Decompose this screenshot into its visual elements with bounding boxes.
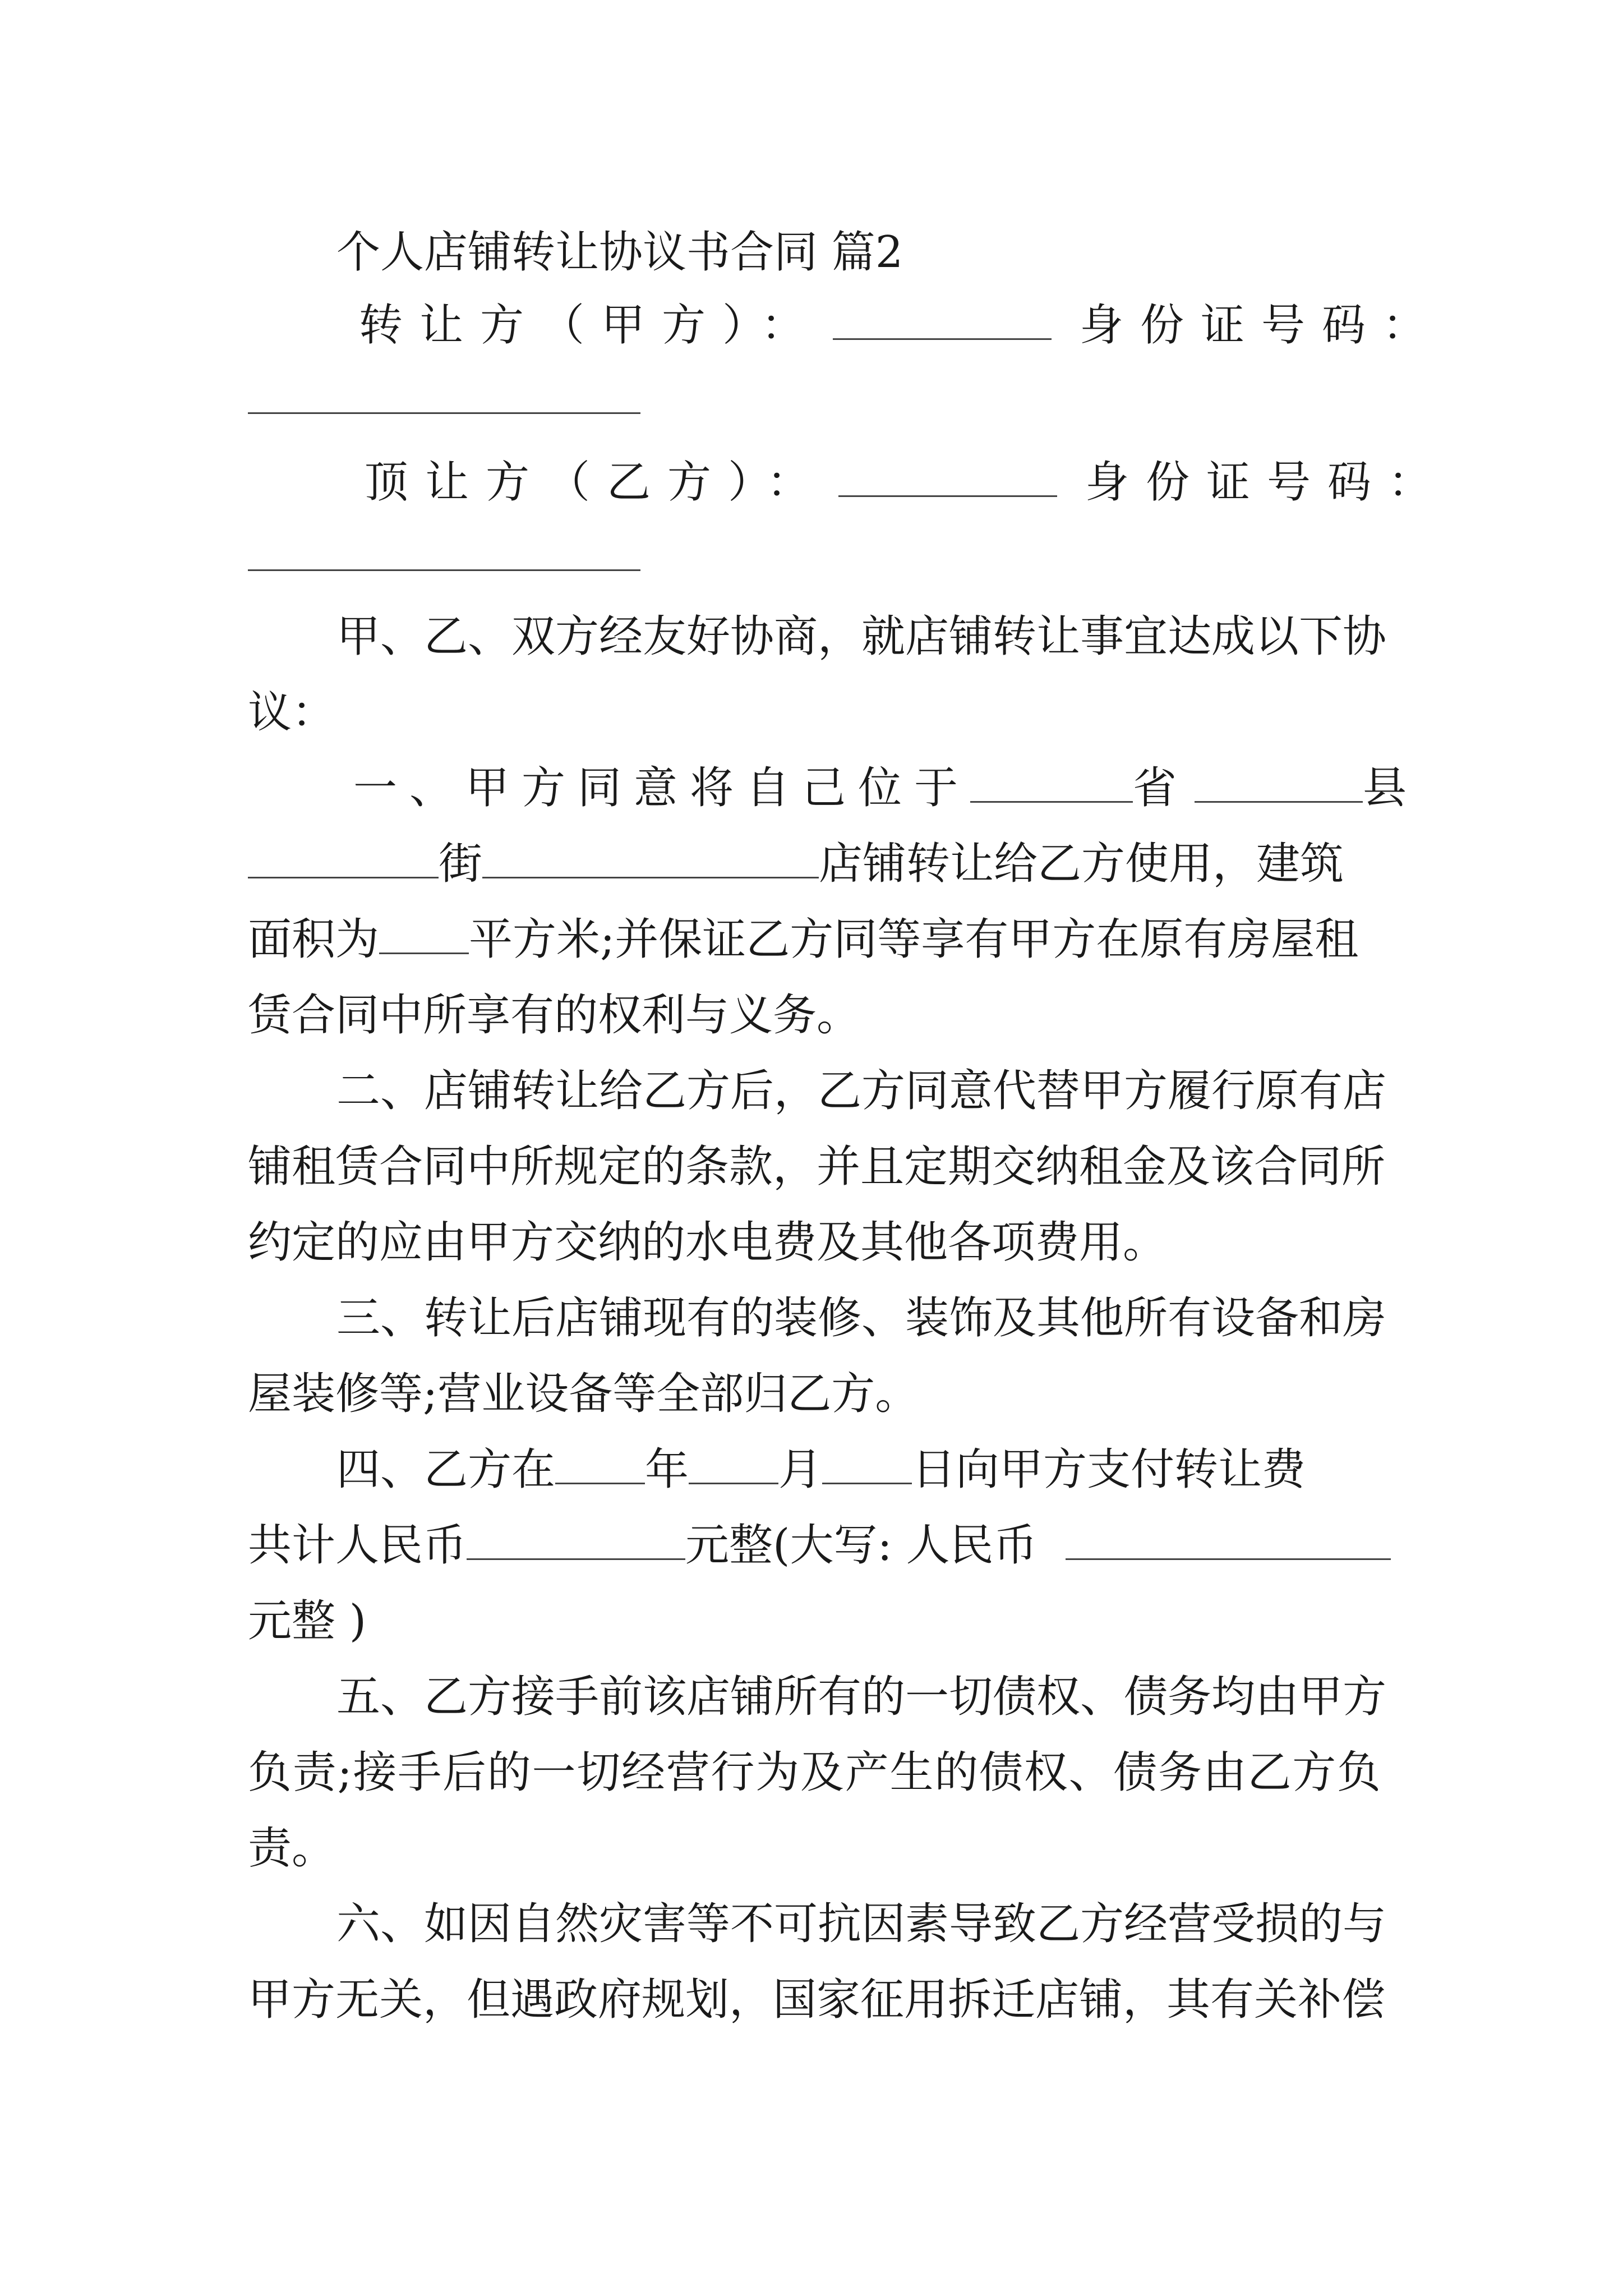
clause-4-line-2: 共计人民币 元整(大写: 人民币 <box>248 1517 1381 1573</box>
day-blank <box>822 1443 912 1484</box>
transferee-line <box>365 454 1449 510</box>
street-blank <box>482 838 819 878</box>
clause-4-line-3: 元整 ) <box>248 1596 367 1646</box>
clause-2-line-3: 约定的应由甲方交纳的水电费及其他各项费用。 <box>248 1217 1167 1268</box>
transferee-label: 顶让方（乙方）： <box>365 457 828 508</box>
month-blank <box>689 1443 778 1484</box>
street-prefix-blank <box>248 838 439 878</box>
transferee-id-label: 身份证号码： <box>1085 457 1449 508</box>
transferor-name-blank <box>833 299 1052 340</box>
clause-5-line-2: 负责;接手后的一切经营行为及产生的债权、债务由乙方负 <box>248 1747 1381 1798</box>
transferor-label: 转让方（甲方）： <box>359 300 822 351</box>
clause-2-line-1: 二、店铺转让给乙方后，乙方同意代替甲方履行原有店 <box>336 1066 1387 1116</box>
clause-2-line-2: 铺租赁合同中所规定的条款，并且定期交纳租金及该合同所 <box>248 1142 1386 1192</box>
year-blank <box>555 1443 645 1484</box>
clause-3-line-2: 屋装修等;营业设备等全部归乙方。 <box>248 1369 919 1419</box>
clause-3-line-1: 三、转让后店铺现有的装修、装饰及其他所有设备和房 <box>336 1293 1387 1343</box>
province-blank <box>970 762 1133 803</box>
county-blank <box>1195 762 1363 803</box>
transferee-id-blank <box>248 569 640 571</box>
clause-1-line-1: 一、甲方同意将自己位于 省 县 <box>353 763 1419 813</box>
document-title: 个人店铺转让协议书合同 篇2 <box>336 227 903 278</box>
clause-6-line-2: 甲方无关，但遇政府规划，国家征用拆迁店铺，其有关补偿 <box>248 1975 1386 2025</box>
clause-1-line-4: 赁合同中所享有的权利与义务。 <box>248 990 861 1041</box>
clause-5-line-3: 责。 <box>248 1823 336 1874</box>
amount-blank <box>467 1519 685 1560</box>
clause-5-line-1: 五、乙方接手前该店铺所有的一切债权、债务均由甲方 <box>336 1672 1387 1722</box>
amount-words-blank <box>1066 1519 1391 1560</box>
clause-1-line-3: 面积为 平方米;并保证乙方同等享有甲方在原有房屋租 <box>248 914 1359 965</box>
intro-line-2: 议： <box>248 687 336 738</box>
intro-line-1: 甲、乙、双方经友好协商，就店铺转让事宜达成以下协 <box>336 611 1387 662</box>
area-blank <box>379 913 469 954</box>
transferor-id-label: 身份证号码： <box>1080 300 1444 351</box>
transferee-name-blank <box>838 456 1057 497</box>
clause-4-line-1: 四、乙方在 年 月 日向甲方支付转让费 <box>336 1444 1306 1495</box>
clause-1-line-2: 街 店铺转让给乙方使用，建筑 <box>248 836 1381 892</box>
transferor-id-blank <box>248 412 640 414</box>
transferor-line <box>359 297 1444 353</box>
clause-6-line-1: 六、如因自然灾害等不可抗因素导致乙方经营受损的与 <box>336 1899 1387 1949</box>
